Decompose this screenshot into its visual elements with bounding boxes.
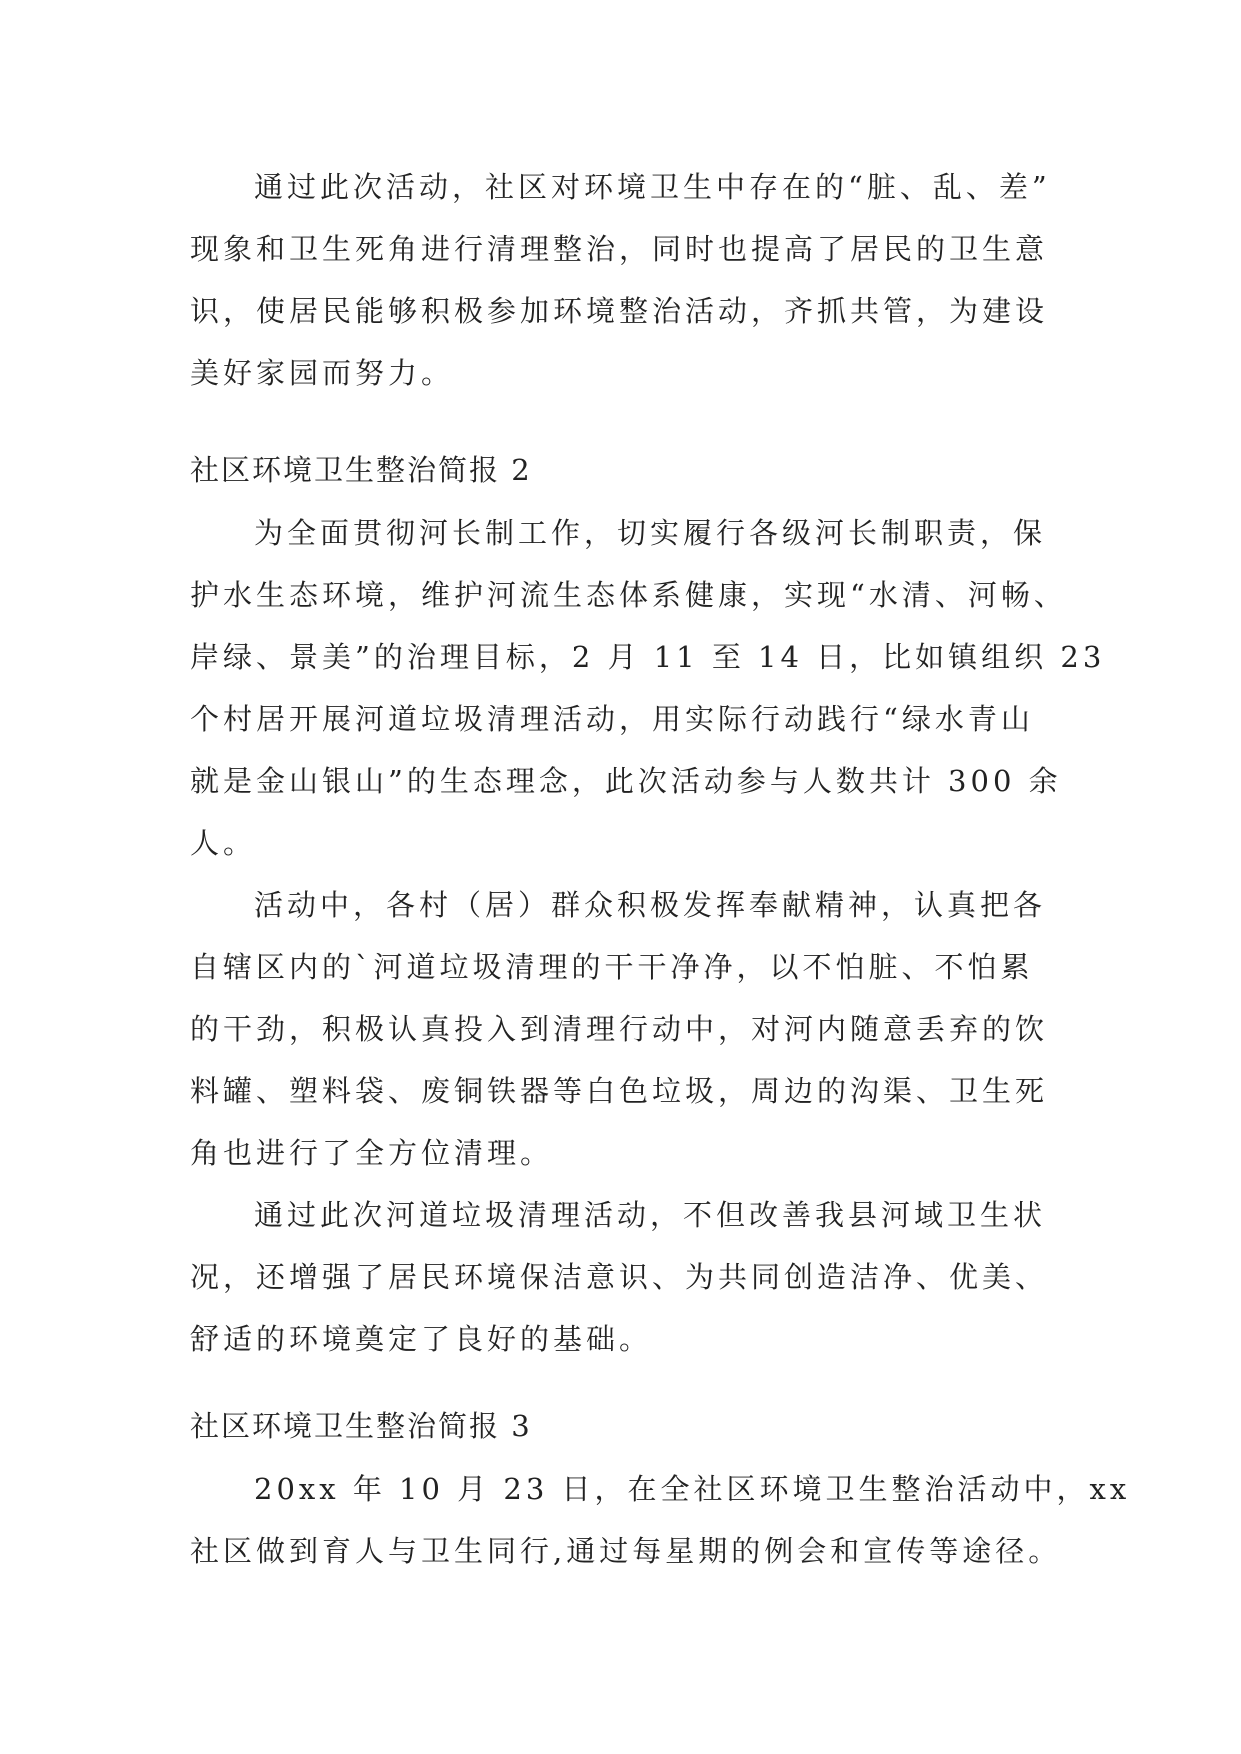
- paragraph: [190, 156, 1050, 404]
- section-2: [190, 440, 1050, 500]
- paragraph-line: 角也进行了全方位清理。: [190, 1136, 554, 1170]
- paragraph-line: 料罐、塑料袋、废铜铁器等白色垃圾，周边的沟渠、卫生死: [190, 1074, 1049, 1108]
- paragraph-line: 识，使居民能够积极参加环境整治活动，齐抓共管，为建设: [190, 294, 1049, 328]
- paragraph-line: 活动中，各村（居）群众积极发挥奉献精神，认真把各: [254, 888, 1047, 922]
- section-3: [190, 1396, 1050, 1456]
- paragraph-line: 岸绿、景美”的治理目标，2 月 11 至 14 日，比如镇组织 23: [190, 640, 1106, 674]
- paragraph-line: 通过此次活动，社区对环境卫生中存在的“脏、乱、差”: [254, 170, 1051, 204]
- paragraph: [190, 502, 1106, 874]
- section-2-body: [190, 502, 1106, 1370]
- paragraph-line: 人。: [190, 826, 257, 860]
- section-heading: 社区环境卫生整治简报 3: [190, 1409, 532, 1443]
- paragraph-line: 自辖区内的`河道垃圾清理的干干净净，以不怕脏、不怕累: [190, 950, 1034, 984]
- section-1: [190, 156, 1050, 404]
- paragraph-line: 舒适的环境奠定了良好的基础。: [190, 1322, 653, 1356]
- paragraph-line: 现象和卫生死角进行清理整治，同时也提高了居民的卫生意: [190, 232, 1049, 266]
- paragraph-line: 社区做到育人与卫生同行,通过每星期的例会和宣传等途径。: [190, 1534, 1062, 1568]
- paragraph-line: 20xx 年 10 月 23 日，在全社区环境卫生整治活动中，xx: [254, 1472, 1131, 1506]
- paragraph: [190, 1184, 1050, 1370]
- section-heading: 社区环境卫生整治简报 2: [190, 453, 532, 487]
- paragraph-line: 就是金山银山”的生态理念，此次活动参与人数共计 300 余: [190, 764, 1062, 798]
- paragraph: [190, 874, 1050, 1184]
- paragraph-line: 美好家园而努力。: [190, 356, 455, 390]
- paragraph-line: 为全面贯彻河长制工作，切实履行各级河长制职责，保: [254, 516, 1047, 550]
- paragraph-line: 个村居开展河道垃圾清理活动，用实际行动践行“绿水青山: [190, 702, 1034, 736]
- paragraph-line: 况，还增强了居民环境保洁意识、为共同创造洁净、优美、: [190, 1260, 1049, 1294]
- paragraph-line: 护水生态环境，维护河流生态体系健康，实现“水清、河畅、: [190, 578, 1067, 612]
- paragraph: [190, 1458, 1131, 1582]
- paragraph-line: 的干劲，积极认真投入到清理行动中，对河内随意丢弃的饮: [190, 1012, 1049, 1046]
- paragraph-line: 通过此次河道垃圾清理活动，不但改善我县河域卫生状: [254, 1198, 1047, 1232]
- section-3-body: [190, 1458, 1131, 1582]
